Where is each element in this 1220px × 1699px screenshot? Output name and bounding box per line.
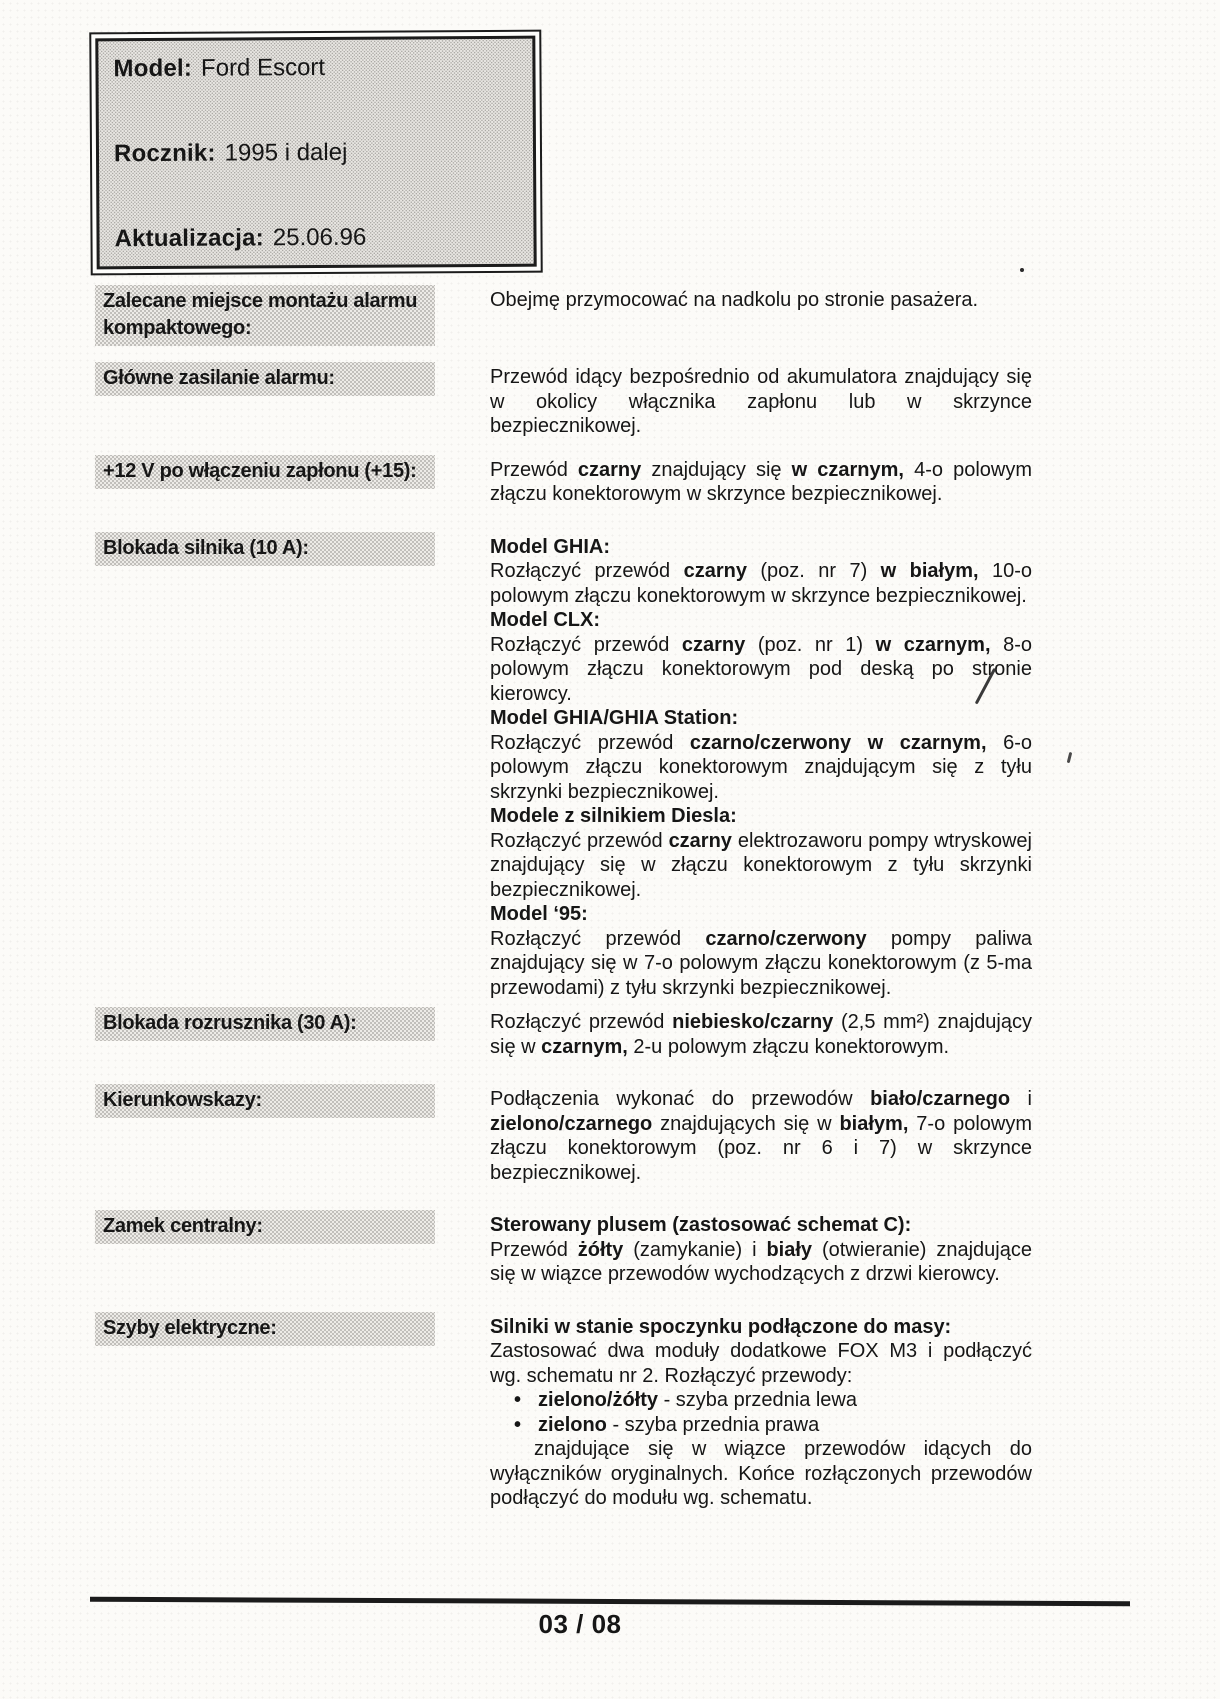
paragraph-text: Podłączenia wykonać do przewodów biało/czarnego i zielono/czarnego znajdujących się w białym, 7-o polowym złączu konektorowym (poz. nr 6 i 7) w skrzynce bezpiecznikowej.	[490, 1088, 1033, 1184]
paragraph-text: Model GHIA/GHIA Station:	[490, 707, 739, 729]
paragraph-text: zielono/żółty - szyba przednia lewa	[538, 1389, 857, 1411]
paragraph-text	[490, 559, 1032, 608]
section-row	[95, 1315, 1032, 1511]
paragraph-text: Rozłączyć przewód czarno/czerwony pompy paliwa znajdujący się w 7-o polowym złączu konektorowym (z 5-ma przewodami) z tyłu skrzynki bezpiecznikowej.	[490, 927, 1033, 999]
paragraph-text	[490, 288, 1032, 313]
update-value: 25.06.96	[272, 223, 367, 252]
paragraph-bullet	[490, 1413, 1032, 1438]
paragraph-text	[490, 1010, 1032, 1059]
paragraph-text: Obejmę przymocować na nadkolu po stronie pasażera.	[490, 289, 979, 311]
section-label-column	[95, 1213, 490, 1244]
year-value: 1995 i dalej	[224, 138, 348, 167]
paragraph-heading	[490, 902, 1032, 927]
section-row	[95, 1010, 1032, 1059]
paragraph-heading	[490, 608, 1032, 633]
paragraph-text: Przewód idący bezpośrednio od akumulatora znajdujący się w okolicy włącznika zapłonu lub w skrzynce bezpiecznikowej.	[490, 366, 1032, 437]
section-label: Główne zasilanie alarmu:	[95, 362, 435, 396]
paragraph-text: Rozłączyć przewód czarny (poz. nr 1) w czarnym, 8-o polowym złączu konektorowym pod deską po stronie kierowcy.	[490, 633, 1033, 705]
paragraph-heading	[490, 1315, 1032, 1340]
section-label: Blokada rozrusznika (30 A):	[95, 1007, 435, 1041]
paragraph-text: znajdujące się w wiązce przewodów idących do wyłączników oryginalnych. Końce rozłączonych przewodów podłączyć do modułu wg. schematu.	[490, 1438, 1032, 1509]
paragraph-text: Model ‘95:	[490, 903, 588, 925]
section-label-column	[95, 1315, 490, 1346]
section-label: +12 V po włączeniu zapłonu (+15):	[95, 455, 435, 489]
paragraph-text	[490, 927, 1032, 1001]
section-content	[490, 1087, 1032, 1185]
paragraph-text: Zastosować dwa moduły dodatkowe FOX M3 i podłączyć wg. schematu nr 2. Rozłączyć przewody:	[490, 1340, 1032, 1387]
paragraph-text	[490, 1339, 1032, 1388]
section-content	[490, 458, 1032, 507]
section-label-column	[95, 1010, 490, 1041]
scan-artifact-tick	[1067, 752, 1072, 763]
sections	[95, 288, 1032, 1539]
paragraph-text: Modele z silnikiem Diesla:	[490, 805, 737, 827]
paragraph-text	[490, 1238, 1032, 1287]
section-row	[95, 535, 1032, 1001]
vehicle-info-box	[89, 30, 542, 276]
section-content	[490, 365, 1032, 439]
section-label-column	[95, 1087, 490, 1118]
paragraph-text: Model GHIA:	[490, 535, 610, 558]
paragraph-heading	[490, 804, 1032, 829]
bullet-icon: •	[514, 1413, 522, 1436]
scan-artifact-dot	[1020, 268, 1024, 272]
section-row	[95, 1213, 1032, 1287]
section-label: Kierunkowskazy:	[95, 1084, 435, 1118]
paragraph-heading	[490, 535, 1032, 560]
paragraph-text: Silniki w stanie spoczynku podłączone do masy:	[490, 1315, 952, 1338]
footer-rule	[90, 1597, 1130, 1607]
section-label-column	[95, 288, 490, 346]
section-row	[95, 458, 1032, 507]
section-label: Szyby elektryczne:	[95, 1312, 435, 1346]
paragraph-text	[490, 829, 1032, 903]
section-content	[490, 288, 1032, 313]
section-label-column	[95, 365, 490, 396]
paragraph-text: Rozłączyć przewód czarno/czerwony w czarnym, 6-o polowym złączu konektorowym znajdującym się z tyłu skrzynki bezpiecznikowej.	[490, 731, 1033, 803]
year-label: Rocznik:	[113, 139, 216, 168]
paragraph-text	[490, 365, 1032, 439]
paragraph-text	[490, 1087, 1032, 1185]
paragraph-text: Sterowany plusem (zastosować schemat C):	[490, 1214, 912, 1236]
paragraph-text	[490, 731, 1032, 805]
paragraph-text	[490, 633, 1032, 707]
section-label-column	[95, 535, 490, 566]
update-row	[114, 222, 518, 253]
paragraph-heading	[490, 1213, 1032, 1238]
paragraph-bullet	[490, 1388, 1032, 1413]
section-content	[490, 1315, 1032, 1511]
paragraph-text: Rozłączyć przewód czarny elektrozaworu pompy wtryskowej znajdujący się w złączu konektorowym z tyłu skrzynki bezpiecznikowej.	[490, 829, 1033, 901]
bullet-icon: •	[514, 1389, 522, 1411]
model-value: Ford Escort	[200, 53, 326, 82]
section-content	[490, 535, 1032, 1001]
section-label-column	[95, 458, 490, 489]
paragraph-text: Przewód żółty (zamykanie) i biały (otwieranie) znajdujące się w wiązce przewodów wychodzących z drzwi kierowcy.	[490, 1238, 1032, 1285]
paragraph-indent	[490, 1437, 1032, 1511]
paragraph-heading	[490, 706, 1032, 731]
model-label: Model:	[113, 54, 193, 83]
paragraph-text: Przewód czarny znajdujący się w czarnym, 4-o polowym złączu konektorowym w skrzynce bezpiecznikowej.	[490, 458, 1032, 505]
paragraph-text	[490, 458, 1032, 507]
section-content	[490, 1010, 1032, 1059]
page-indicator: 03 / 08	[538, 1609, 622, 1639]
section-label: Zamek centralny:	[95, 1210, 435, 1244]
year-row	[114, 137, 518, 168]
model-row	[113, 52, 517, 83]
section-content	[490, 1213, 1032, 1287]
paragraph-text: Rozłączyć przewód niebiesko/czarny (2,5 mm²) znajdujący się w czarnym, 2-u polowym złączu konektorowym.	[490, 1011, 1033, 1058]
section-label: Blokada silnika (10 A):	[95, 532, 435, 566]
paragraph-text: zielono - szyba przednia prawa	[538, 1413, 820, 1436]
section-row	[95, 288, 1032, 346]
update-label: Aktualizacja:	[114, 224, 264, 253]
section-row	[95, 365, 1032, 439]
section-row	[95, 1087, 1032, 1185]
vehicle-info-inner	[95, 36, 536, 270]
paragraph-text: Rozłączyć przewód czarny (poz. nr 7) w białym, 10-o polowym złączu konektorowym w skrzynce bezpiecznikowej.	[490, 560, 1032, 607]
section-label: Zalecane miejsce montażu alarmu kompaktowego:	[95, 285, 435, 346]
paragraph-text: Model CLX:	[490, 609, 600, 631]
